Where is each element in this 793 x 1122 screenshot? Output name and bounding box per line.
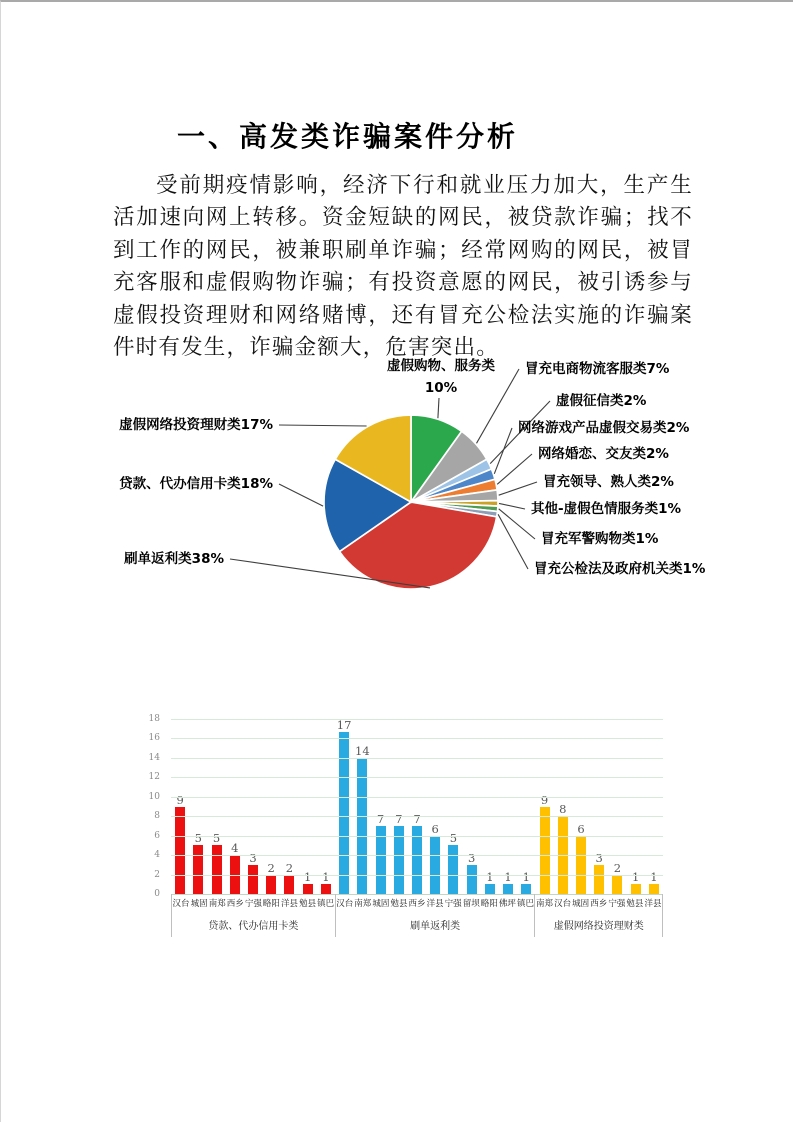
bar-group-1 [171,719,335,894]
category-label: 留坝 [462,898,480,909]
category-label: 西乡 [226,898,244,909]
y-tick-label: 0 [154,889,160,899]
bar-value-label: 1 [322,870,330,885]
bar-column [645,719,663,894]
bar-value-label: 5 [212,831,221,846]
bar [576,836,586,894]
bar [266,875,276,894]
y-tick-label: 4 [154,850,160,861]
grid-line [171,855,663,856]
bar [485,884,495,894]
grid-line [171,719,663,720]
category-label: 城固 [190,898,208,909]
pie-label: 10% [424,380,458,396]
bar-value-label: 1 [504,870,512,885]
pie-leader-line [499,509,535,539]
bar-column [463,719,481,894]
y-tick-label: 10 [148,791,160,802]
bar-value-label: 6 [577,821,585,836]
category-label: 汉台 [554,898,572,909]
category-label: 镇巴 [317,898,335,909]
bar-value-label: 2 [267,860,275,875]
grid-line [171,875,663,876]
bar-group-2 [335,719,535,894]
bar [193,845,203,894]
grid-line [171,777,663,778]
category-label: 城固 [572,898,590,909]
x-axis-group-3 [534,894,663,937]
category-label: 城固 [372,898,390,909]
grid-line [171,797,663,798]
group-label: 刷单返利类 [410,920,461,932]
grid-line [171,816,663,817]
y-tick-label: 8 [154,811,160,822]
bar-column [317,719,335,894]
bar-value-label: 1 [486,870,494,885]
category-label: 略阳 [480,898,498,909]
bar-column [572,719,590,894]
category-label: 南郑 [536,898,554,909]
bar-value-label: 1 [650,870,658,885]
bar-column [390,719,408,894]
bar-chart-plot-area [171,719,663,894]
pie-label: 虚假征信类2% [556,393,647,409]
group-label: 贷款、代办信用卡类 [208,920,299,932]
bar-column [353,719,371,894]
bar-value-label: 7 [376,811,385,826]
bar-value-label: 2 [285,860,294,875]
category-label: 略阳 [262,898,280,909]
pie-leader-line [279,484,323,506]
bar [467,865,477,894]
bar [339,732,349,894]
pie-label: 冒充电商物流客服类7% [525,361,670,377]
group-label: 虚假网络投资理财类 [553,920,644,932]
category-label: 南郑 [354,898,372,909]
bar-column [627,719,645,894]
bar-chart-y-axis [119,714,165,899]
pie-leader-line [499,503,525,509]
bar-chart-bars [171,719,663,894]
bar-column [535,719,553,894]
category-label: 宁强 [244,898,262,909]
bar-column [189,719,207,894]
y-tick-label: 12 [148,772,160,783]
category-label: 洋县 [644,898,662,909]
category-label: 勉县 [390,898,408,909]
bar-column [426,719,444,894]
pie-label: 虚假购物、服务类 [387,358,495,374]
pie-leader-line [477,369,520,443]
y-tick-label: 14 [148,752,160,763]
bar-column [554,719,572,894]
bar [503,884,513,894]
bar [649,884,659,894]
bar [212,845,222,894]
bar-column [608,719,626,894]
pie-leader-line [498,514,528,569]
bar-column [299,719,317,894]
bar-value-label: 3 [595,850,603,865]
bar-value-label: 5 [449,831,458,846]
y-tick-label: 6 [154,830,160,841]
category-label: 勉县 [626,898,644,909]
bar-column [207,719,225,894]
pie-label: 贷款、代办信用卡类18% [119,476,273,492]
pie-leader-line [438,398,439,418]
pie-label: 冒充公检法及政府机关类1% [534,561,706,577]
y-tick-label: 18 [148,714,160,724]
bar-column [226,719,244,894]
bar [303,884,313,894]
pie-label: 刷单返利类38% [124,551,224,567]
bar [540,807,550,895]
category-label: 西乡 [590,898,608,909]
x-axis-group-1 [171,894,335,937]
category-label: 佛坪 [498,898,516,909]
bar-value-label: 5 [194,831,202,846]
grid-line [171,758,663,759]
pie-label: 网络婚恋、交友类2% [538,446,669,462]
pie-chart [91,350,716,620]
bar-group-3 [535,719,663,894]
bar-value-label: 2 [613,860,622,875]
bar-column [335,719,353,894]
bar-value-label: 9 [176,792,184,807]
category-label: 汉台 [172,898,190,909]
bar-value-label: 3 [467,850,476,865]
pie-label: 冒充领导、熟人类2% [543,474,674,490]
bar [594,865,604,894]
bar [612,875,622,894]
pie-label: 冒充军警购物类1% [541,531,659,547]
pie-label: 网络游戏产品虚假交易类2% [518,420,690,436]
bar-column [481,719,499,894]
bar-value-label: 8 [559,802,567,817]
category-label: 镇巴 [516,898,534,909]
bar-chart [119,647,677,947]
grid-line [171,738,663,739]
bar [448,845,458,894]
category-label: 宁强 [444,898,462,909]
category-label: 勉县 [299,898,317,909]
bar-column [171,719,189,894]
bar-value-label: 6 [431,821,439,836]
pie-leader-line [499,482,537,495]
y-tick-label: 2 [154,869,160,880]
bar [248,865,258,894]
category-label: 洋县 [426,898,444,909]
bar-column [280,719,298,894]
bar-value-label: 1 [631,870,640,885]
pie-leader-line [497,454,532,484]
bar [631,884,641,894]
bar-column [444,719,462,894]
bar-value-label: 17 [336,718,352,732]
bar-column [517,719,535,894]
bar-value-label: 14 [355,743,370,758]
bar-column [262,719,280,894]
bar [284,875,294,894]
pie-label: 其他-虚假色情服务类1% [531,501,682,517]
section-title: 一、高发类诈骗案件分析 [177,119,519,153]
bar-chart-x-axis [171,894,663,937]
bar-column [499,719,517,894]
x-axis-group-2 [335,894,535,937]
body-paragraph: 受前期疫情影响，经济下行和就业压力加大，生产生活加速向网上转移。资金短缺的网民，被贷款诈骗；找不到工作的网民，被兼职刷单诈骗；经常网购的网民，被冒充客服和虚假购物诈骗；有投资意愿的网民，被引诱参与虚假投资理财和网络赌博，还有冒充公检法实施的诈骗案件时有发生，诈骗金额大，危害突出。 [113,172,693,361]
category-label: 西乡 [408,898,426,909]
category-label: 汉台 [336,898,354,909]
bar-value-label: 1 [303,870,312,885]
bar-value-label: 9 [540,792,549,807]
bar [175,807,185,895]
category-label: 南郑 [208,898,226,909]
y-tick-label: 16 [148,733,160,744]
grid-line [171,836,663,837]
bar-column [371,719,389,894]
category-label: 洋县 [281,898,299,909]
bar-column [244,719,262,894]
bar-value-label: 7 [413,811,421,826]
bar-column [590,719,608,894]
bar [521,884,531,894]
bar-value-label: 7 [395,811,403,826]
category-label: 宁强 [608,898,626,909]
bar-value-label: 4 [231,841,239,856]
pie-leader-line [279,425,367,426]
bar [321,884,331,894]
bar-column [408,719,426,894]
bar [430,836,440,894]
bar-value-label: 1 [522,870,530,885]
pie-label: 虚假网络投资理财类17% [119,417,273,433]
pie-leader-line [494,428,512,474]
bar-value-label: 3 [249,850,257,865]
